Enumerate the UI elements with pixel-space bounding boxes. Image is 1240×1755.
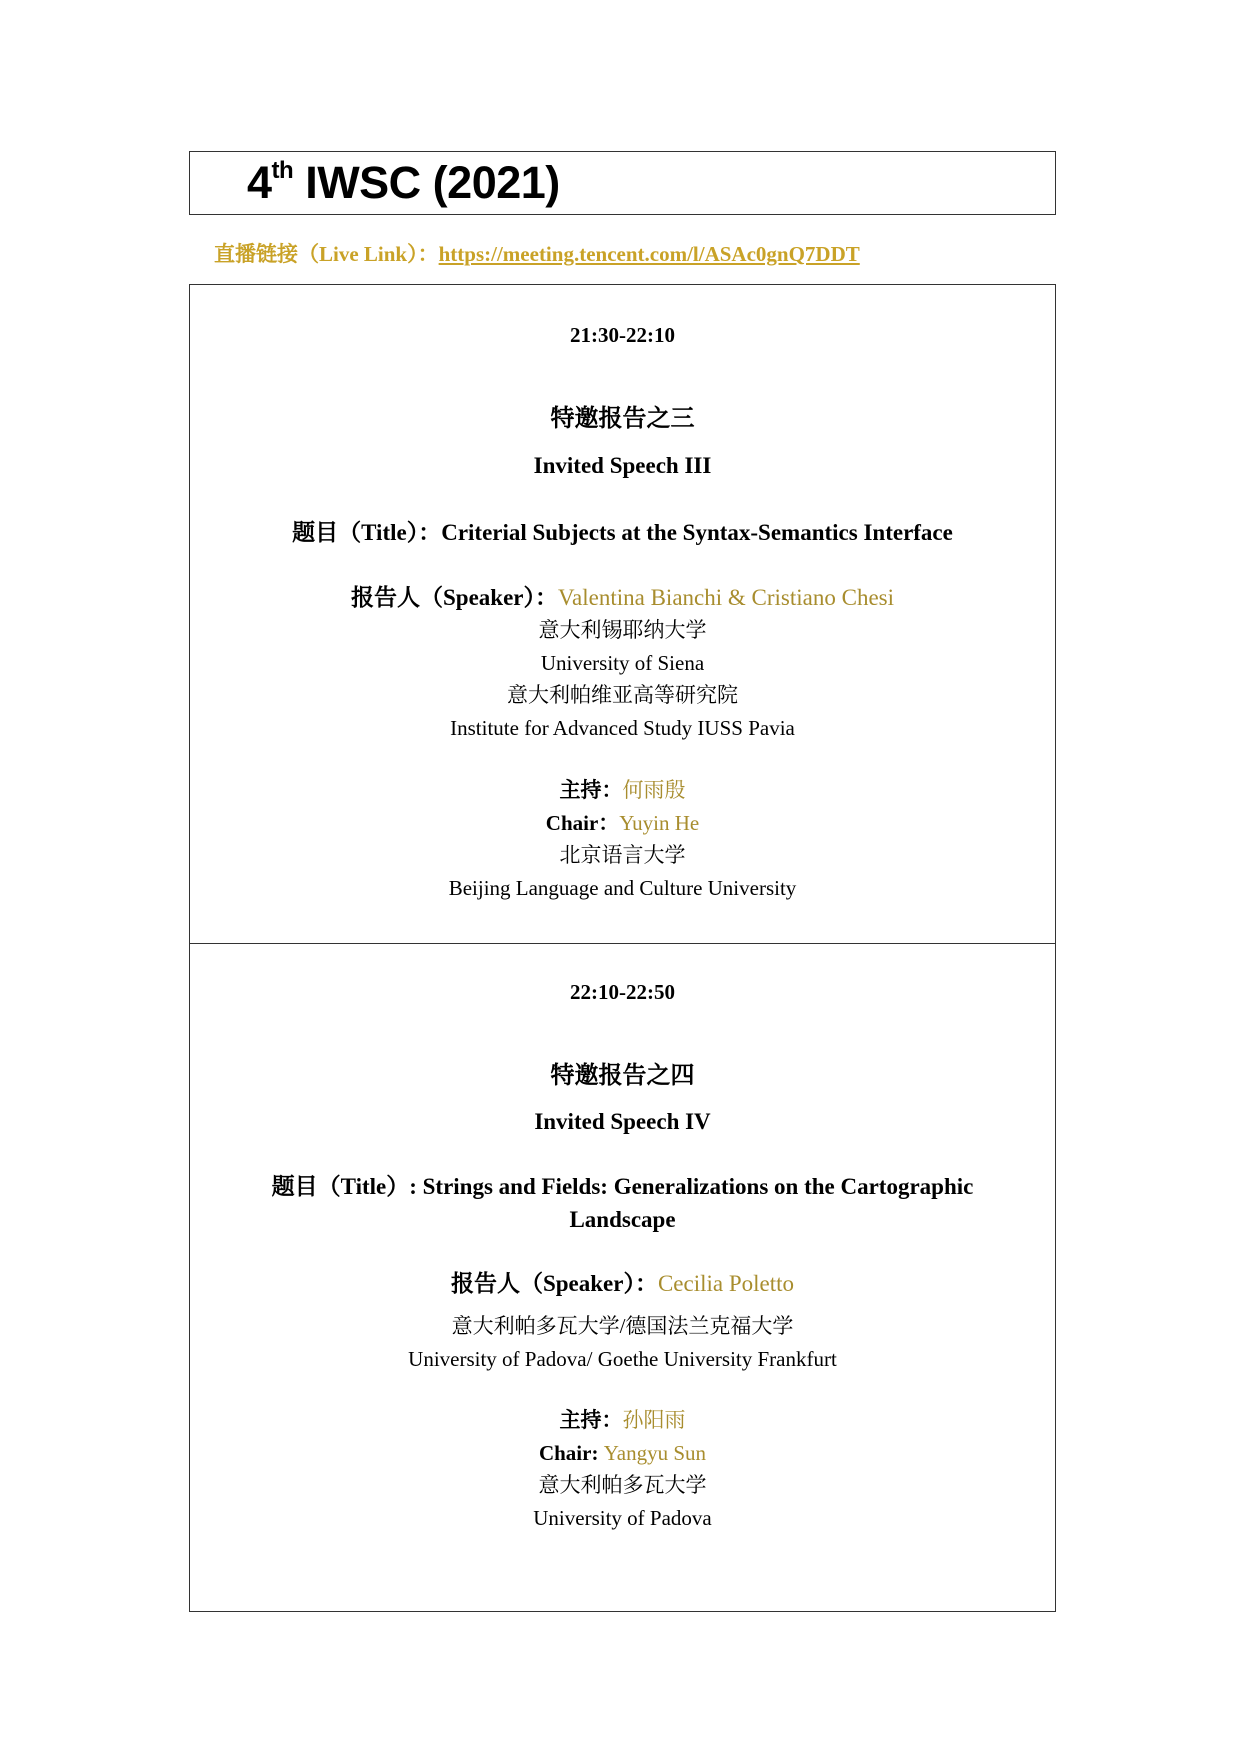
session-2-title-line1: Strings and Fields: Generalizations on the Cartographic (422, 1174, 974, 1199)
session-2-heading-en: Invited Speech IV (534, 1109, 711, 1134)
session-2-chair-cn-row (190, 1405, 1055, 1435)
session-2-chair-en-row (190, 1438, 1055, 1468)
session-2-title-row (190, 1172, 1055, 1202)
session-2-title-label: 题目（Title）: (271, 1174, 423, 1199)
session-1-title-label: 题目（Title）： (292, 520, 442, 545)
session-1-time: 21:30-22:10 (570, 323, 675, 347)
session-1-chair-cn: 何雨殷 (622, 778, 686, 802)
live-link[interactable]: https://meeting.tencent.com/l/ASAc0gnQ7DDT (438, 242, 860, 266)
session-2-aff1-en: University of Padova/ Goethe University Frankfurt (408, 1347, 837, 1371)
session-2-chair-aff-en: University of Padova (533, 1506, 712, 1530)
session-2-title-line2: Landscape (569, 1207, 676, 1232)
session-1-chair-aff-cn: 北京语言大学 (559, 843, 686, 867)
session-1-title-row (190, 518, 1055, 548)
session-2-heading-cn: 特邀报告之四 (550, 1061, 695, 1089)
session-1-aff2-cn: 意大利帕维亚高等研究院 (507, 683, 738, 707)
session-2-chair-cn: 孙阳雨 (622, 1408, 686, 1432)
live-link-row (214, 238, 860, 268)
session-1-chair-cn-row (190, 775, 1055, 805)
session-2-speaker-label: 报告人（Speaker）： (450, 1271, 658, 1296)
session-1-chair-en-row (190, 808, 1055, 838)
session-2-aff1-cn: 意大利帕多瓦大学/德国法兰克福大学 (451, 1314, 794, 1338)
session-2-chair-label-cn: 主持： (559, 1408, 623, 1432)
session-2-speaker-row (190, 1269, 1055, 1299)
page-title: 4th IWSC (2021) (247, 157, 560, 208)
session-1-speaker: Valentina Bianchi & Cristiano Chesi (557, 585, 894, 610)
session-1-aff1-cn: 意大利锡耶纳大学 (538, 618, 707, 642)
session-2-chair-en: Yangyu Sun (603, 1441, 707, 1465)
session-1-chair-label-cn: 主持： (559, 778, 623, 802)
session-1-chair-aff-en: Beijing Language and Culture University (448, 876, 797, 900)
session-2-speaker: Cecilia Poletto (657, 1271, 795, 1296)
title-superscript: th (271, 157, 294, 184)
session-2-chair-aff-cn: 意大利帕多瓦大学 (538, 1473, 707, 1497)
title-box (189, 151, 1056, 215)
session-2-chair-label-en: Chair: (538, 1441, 604, 1465)
session-1-heading-en: Invited Speech III (533, 453, 712, 478)
session-2-time: 22:10-22:50 (570, 980, 675, 1004)
session-1-aff2-en: Institute for Advanced Study IUSS Pavia (450, 716, 795, 740)
session-1-speaker-row (190, 583, 1055, 613)
session-1-speaker-label: 报告人（Speaker）： (350, 585, 558, 610)
session-1-chair-label-en: Chair： (545, 811, 620, 835)
session-1-aff1-en: University of Siena (540, 651, 705, 675)
schedule-table (189, 284, 1056, 1612)
session-1-title: Criterial Subjects at the Syntax-Semantics Interface (441, 520, 953, 545)
session-divider (190, 943, 1055, 944)
session-1-heading-cn: 特邀报告之三 (550, 404, 695, 432)
session-1-chair-en: Yuyin He (619, 811, 700, 835)
live-link-label: 直播链接（Live Link）： (214, 242, 439, 266)
